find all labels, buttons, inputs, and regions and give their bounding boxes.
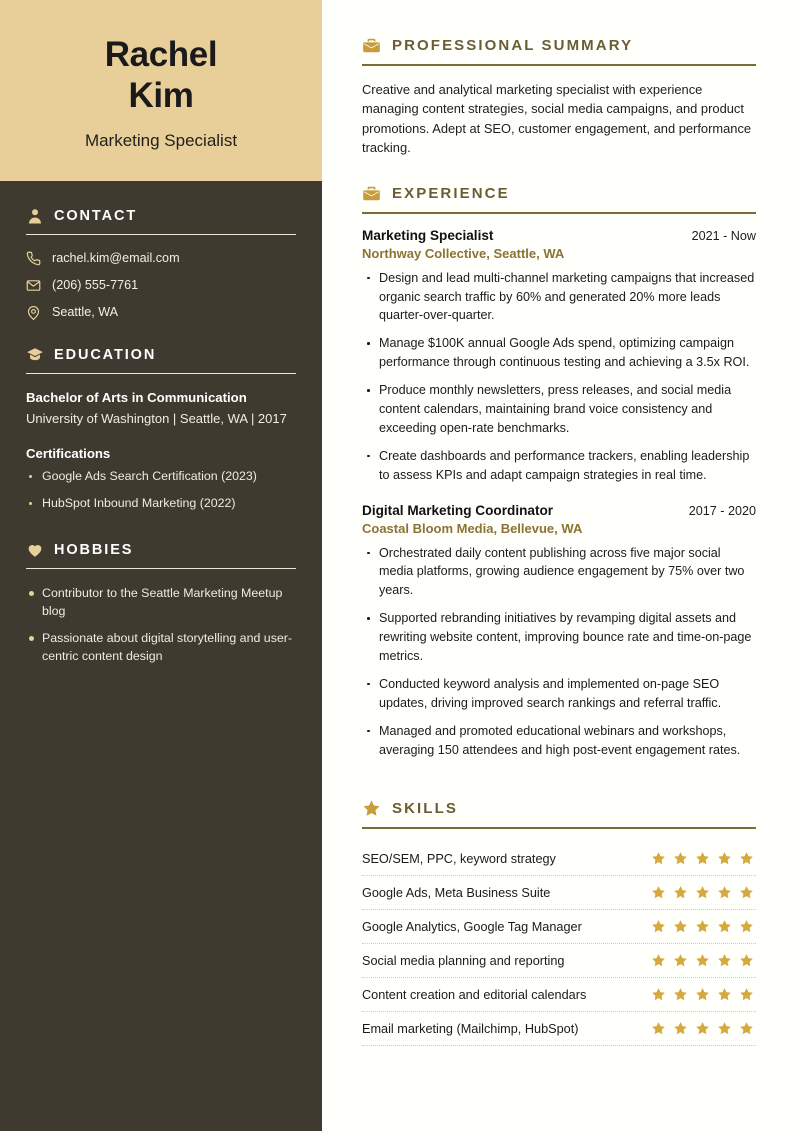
star-icon bbox=[673, 953, 688, 968]
contact-email-value: rachel.kim@email.com bbox=[52, 251, 180, 266]
briefcase-icon bbox=[362, 184, 381, 203]
skill-row bbox=[362, 910, 756, 944]
list-item: Supported rebranding initiatives by revamping digital assets and rewriting website content, improving bounce rate and time-on-page metrics. bbox=[362, 609, 756, 666]
contact-location-value: Seattle, WA bbox=[52, 305, 119, 320]
job-organization: Coastal Bloom Media, Bellevue, WA bbox=[362, 520, 583, 536]
star-icon bbox=[739, 987, 754, 1002]
star-icon bbox=[695, 953, 710, 968]
hobbies-list bbox=[26, 585, 296, 666]
education-section-title: EDUCATION bbox=[54, 346, 157, 363]
star-icon bbox=[695, 987, 710, 1002]
star-icon bbox=[651, 953, 666, 968]
skill-rating-stars bbox=[651, 1021, 756, 1036]
list-item: HubSpot Inbound Marketing (2022) bbox=[26, 495, 296, 513]
skill-row bbox=[362, 876, 756, 910]
certifications-list bbox=[26, 468, 296, 513]
list-item: Produce monthly newsletters, press releases, and social media content calendars, maintaining brand voice consistency and exceeding open-rate benchmarks. bbox=[362, 381, 756, 438]
briefcase-icon bbox=[362, 36, 381, 55]
summary-section-header bbox=[362, 36, 756, 55]
spacer bbox=[362, 158, 756, 184]
skills-section-title: SKILLS bbox=[392, 800, 458, 818]
contact-section-title: CONTACT bbox=[54, 207, 138, 224]
first-name: Rachel bbox=[104, 35, 218, 74]
skill-rating-stars bbox=[651, 953, 756, 968]
skill-row bbox=[362, 978, 756, 1012]
skill-name: Google Ads, Meta Business Suite bbox=[362, 885, 551, 900]
skills-section-header bbox=[362, 799, 756, 818]
job-dates: 2017 - 2020 bbox=[688, 503, 756, 518]
graduation-cap-icon bbox=[26, 346, 44, 364]
star-icon bbox=[362, 799, 381, 818]
star-icon bbox=[695, 1021, 710, 1036]
job-dates: 2021 - Now bbox=[691, 228, 756, 243]
star-icon bbox=[739, 953, 754, 968]
star-icon bbox=[673, 1021, 688, 1036]
list-item: Design and lead multi-channel marketing campaigns that increased organic search traffic by 60% and generated 20% more leads quarter-over-quarter. bbox=[362, 269, 756, 326]
star-icon bbox=[739, 885, 754, 900]
name-header bbox=[0, 0, 322, 181]
contact-divider bbox=[26, 234, 296, 235]
sidebar bbox=[0, 0, 322, 1131]
main-content bbox=[322, 0, 800, 1131]
spacer bbox=[362, 777, 756, 799]
skill-rating-stars bbox=[651, 919, 756, 934]
skill-name: Content creation and editorial calendars bbox=[362, 987, 587, 1002]
star-icon bbox=[717, 919, 732, 934]
skill-rating-stars bbox=[651, 885, 756, 900]
star-icon bbox=[695, 919, 710, 934]
phone-icon bbox=[26, 251, 41, 266]
skill-name: SEO/SEM, PPC, keyword strategy bbox=[362, 851, 556, 866]
star-icon bbox=[651, 987, 666, 1002]
star-icon bbox=[717, 953, 732, 968]
star-icon bbox=[739, 851, 754, 866]
skill-row bbox=[362, 1012, 756, 1046]
list-item: Managed and promoted educational webinars and workshops, averaging 150 attendees and high post-event engagement rates. bbox=[362, 722, 756, 760]
star-icon bbox=[695, 851, 710, 866]
skill-name: Social media planning and reporting bbox=[362, 953, 565, 968]
star-icon bbox=[651, 851, 666, 866]
contact-location-row[interactable] bbox=[26, 305, 296, 320]
contact-phone-row[interactable] bbox=[26, 278, 296, 293]
job-bullet-list bbox=[362, 269, 756, 485]
star-icon bbox=[717, 987, 732, 1002]
skill-row bbox=[362, 944, 756, 978]
star-icon bbox=[717, 885, 732, 900]
skill-name: Email marketing (Mailchimp, HubSpot) bbox=[362, 1021, 579, 1036]
list-item: Contributor to the Seattle Marketing Meetup blog bbox=[26, 585, 296, 621]
summary-divider bbox=[362, 64, 756, 66]
star-icon bbox=[695, 885, 710, 900]
skill-rating-stars bbox=[651, 851, 756, 866]
sidebar-body bbox=[0, 181, 322, 705]
job-title: Digital Marketing Coordinator bbox=[362, 502, 554, 518]
education-section-header bbox=[26, 346, 296, 364]
star-icon bbox=[673, 851, 688, 866]
last-name: Kim bbox=[128, 76, 194, 116]
star-icon bbox=[717, 851, 732, 866]
education-divider bbox=[26, 373, 296, 374]
hobbies-divider bbox=[26, 568, 296, 569]
star-icon bbox=[651, 1021, 666, 1036]
star-icon bbox=[717, 1021, 732, 1036]
star-icon bbox=[673, 919, 688, 934]
summary-text: Creative and analytical marketing specialist with experience managing content strategies, social media campaigns, and product promotions. Adept at SEO, customer engagement, and performance tracking. bbox=[362, 81, 752, 156]
skill-rating-stars bbox=[651, 987, 756, 1002]
star-icon bbox=[673, 987, 688, 1002]
contact-email-row[interactable] bbox=[26, 251, 296, 266]
contact-list bbox=[26, 251, 296, 320]
list-item: Create dashboards and performance trackers, enabling leadership to assess KPIs and adapt campaign strategies in real time. bbox=[362, 447, 756, 485]
star-icon bbox=[739, 1021, 754, 1036]
job-header bbox=[362, 228, 756, 243]
job-header bbox=[362, 503, 756, 518]
summary-section-title: PROFESSIONAL SUMMARY bbox=[392, 37, 634, 54]
star-icon bbox=[651, 885, 666, 900]
person-icon bbox=[26, 207, 44, 225]
star-icon bbox=[651, 919, 666, 934]
list-item: Passionate about digital storytelling and user-centric content design bbox=[26, 630, 296, 666]
envelope-icon bbox=[26, 278, 41, 293]
hobbies-section-title: HOBBIES bbox=[54, 542, 134, 559]
location-pin-icon bbox=[26, 305, 41, 320]
star-icon bbox=[739, 919, 754, 934]
heart-icon bbox=[26, 541, 44, 559]
star-icon bbox=[673, 885, 688, 900]
list-item: Google Ads Search Certification (2023) bbox=[26, 468, 296, 486]
certifications-title: Certifications bbox=[26, 446, 111, 462]
education-school: University of Washington | Seattle, WA | 2017 bbox=[26, 410, 287, 426]
list-item: Conducted keyword analysis and implemented on-page SEO updates, driving improved search rankings and referral traffic. bbox=[362, 675, 756, 713]
skills-divider bbox=[362, 827, 756, 829]
contact-section-header bbox=[26, 207, 296, 225]
experience-section-header bbox=[362, 184, 756, 203]
skill-name: Google Analytics, Google Tag Manager bbox=[362, 919, 582, 934]
experience-section-title: EXPERIENCE bbox=[392, 185, 510, 203]
job-organization: Northway Collective, Seattle, WA bbox=[362, 245, 565, 261]
skill-row bbox=[362, 843, 756, 876]
education-entry bbox=[26, 390, 296, 428]
contact-phone-value: (206) 555-7761 bbox=[52, 278, 139, 293]
job-title: Marketing Specialist bbox=[362, 227, 494, 243]
skills-list bbox=[362, 843, 756, 1046]
job-bullet-list bbox=[362, 544, 756, 760]
hobbies-section-header bbox=[26, 541, 296, 559]
list-item: Manage $100K annual Google Ads spend, optimizing campaign performance through continuous testing and achieving a 3.5x ROI. bbox=[362, 334, 756, 372]
experience-item bbox=[362, 228, 756, 485]
list-item: Orchestrated daily content publishing across five major social media platforms, growing audience engagement by 75% over two years. bbox=[362, 544, 756, 601]
experience-divider bbox=[362, 212, 756, 214]
education-degree: Bachelor of Arts in Communication bbox=[26, 389, 247, 405]
experience-item bbox=[362, 503, 756, 760]
job-role-subtitle: Marketing Specialist bbox=[84, 130, 238, 150]
